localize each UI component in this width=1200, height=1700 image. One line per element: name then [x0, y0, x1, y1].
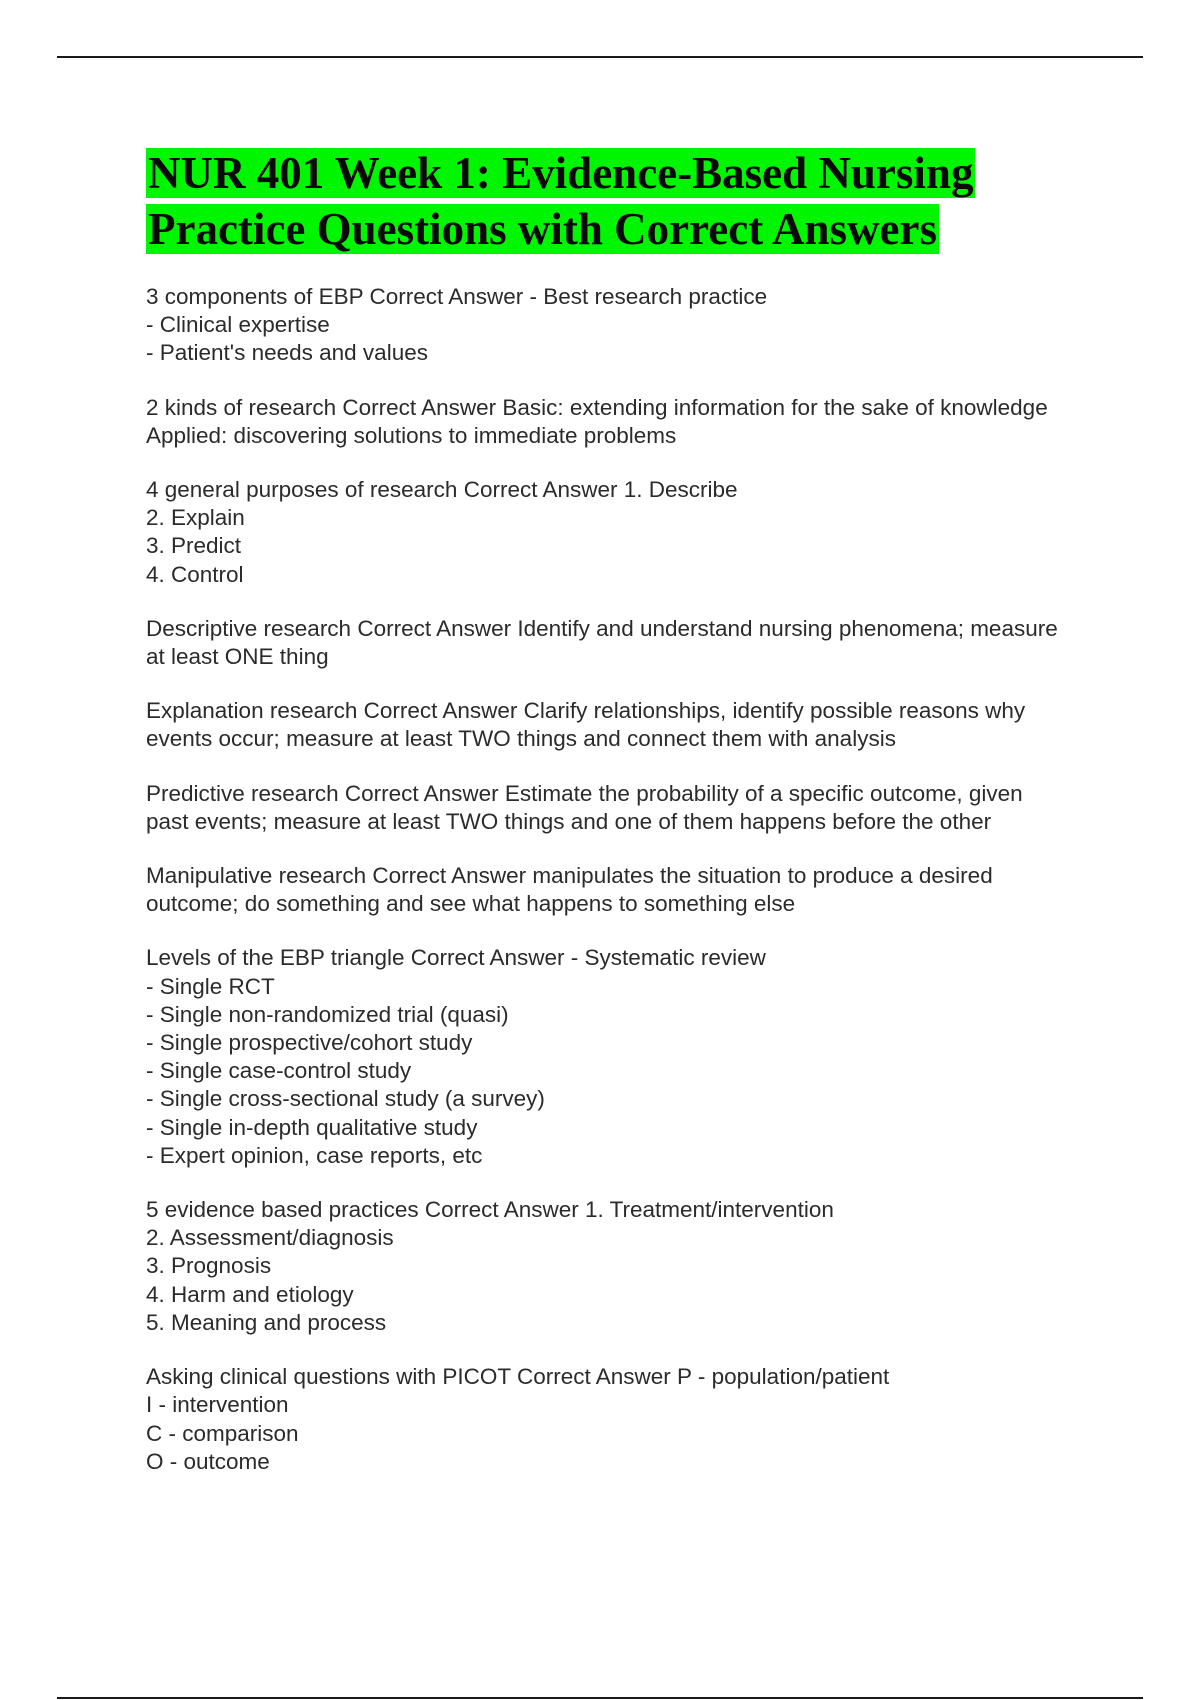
- qa-answer-line: 2. Assessment/diagnosis: [146, 1225, 394, 1251]
- qa-answer-line: - Single in-depth qualitative study: [146, 1114, 478, 1140]
- qa-question-line: Levels of the EBP triangle Correct Answer - Systematic review: [146, 945, 766, 971]
- document-title: [146, 145, 1106, 257]
- qa-entry: [146, 780, 1066, 836]
- qa-question-line: Explanation research Correct Answer Clarify relationships, identify possible reasons why events occur; measure at least TWO things and connect them with analysis: [146, 698, 1032, 752]
- qa-question-line: 2 kinds of research Correct Answer Basic: extending information for the sake of knowledge: [146, 394, 1048, 420]
- qa-answer-line: 5. Meaning and process: [146, 1309, 387, 1335]
- qa-question-line: Manipulative research Correct Answer manipulates the situation to produce a desired outcome; do something and see what happens to something else: [146, 863, 999, 917]
- qa-question-line: Predictive research Correct Answer Estimate the probability of a specific outcome, given past events; measure at least TWO things and one of them happens before the other: [146, 780, 1029, 834]
- qa-answer-line: 4. Harm and etiology: [146, 1281, 354, 1307]
- qa-entry: [146, 944, 1066, 1170]
- qa-entry: [146, 1196, 1066, 1337]
- qa-answer-line: I - intervention: [146, 1392, 289, 1418]
- qa-entry: [146, 394, 1066, 450]
- qa-answer-line: 3. Predict: [146, 533, 242, 559]
- qa-answer-line: - Patient's needs and values: [146, 340, 428, 366]
- qa-question-line: Asking clinical questions with PICOT Correct Answer P - population/patient: [146, 1364, 890, 1390]
- title-highlight: NUR 401 Week 1: Evidence-Based Nursing Practice Questions with Correct Answers: [148, 148, 974, 254]
- footer-rule: [57, 1697, 1143, 1699]
- qa-answer-line: - Expert opinion, case reports, etc: [146, 1142, 483, 1168]
- qa-answer-line: - Single non-randomized trial (quasi): [146, 1001, 509, 1027]
- qa-question-line: Descriptive research Correct Answer Identify and understand nursing phenomena; measure at least ONE thing: [146, 615, 1064, 670]
- qa-entry: [146, 283, 1066, 368]
- qa-answer-line: - Clinical expertise: [146, 312, 330, 338]
- qa-answer-line: - Single cross-sectional study (a survey): [146, 1086, 545, 1112]
- qa-answer-line: C - comparison: [146, 1420, 299, 1446]
- qa-answer-line: O - outcome: [146, 1448, 270, 1474]
- qa-entry: [146, 1363, 1066, 1476]
- qa-entry: [146, 476, 1066, 589]
- qa-answer-line: - Single case-control study: [146, 1058, 412, 1084]
- qa-list: [146, 283, 1066, 1502]
- qa-entry: [146, 697, 1066, 753]
- qa-answer-line: - Single RCT: [146, 973, 275, 999]
- qa-answer-line: - Single prospective/cohort study: [146, 1030, 473, 1056]
- qa-answer-line: 4. Control: [146, 561, 244, 587]
- qa-answer-line: Applied: discovering solutions to immediate problems: [146, 422, 677, 448]
- qa-entry: [146, 862, 1066, 918]
- qa-question-line: 4 general purposes of research Correct Answer 1. Describe: [146, 477, 738, 503]
- qa-entry: [146, 615, 1066, 671]
- qa-answer-line: 2. Explain: [146, 505, 245, 531]
- qa-answer-line: 3. Prognosis: [146, 1253, 272, 1279]
- qa-question-line: 5 evidence based practices Correct Answer 1. Treatment/intervention: [146, 1197, 834, 1223]
- qa-question-line: 3 components of EBP Correct Answer - Best research practice: [146, 284, 768, 309]
- header-rule: [57, 56, 1143, 58]
